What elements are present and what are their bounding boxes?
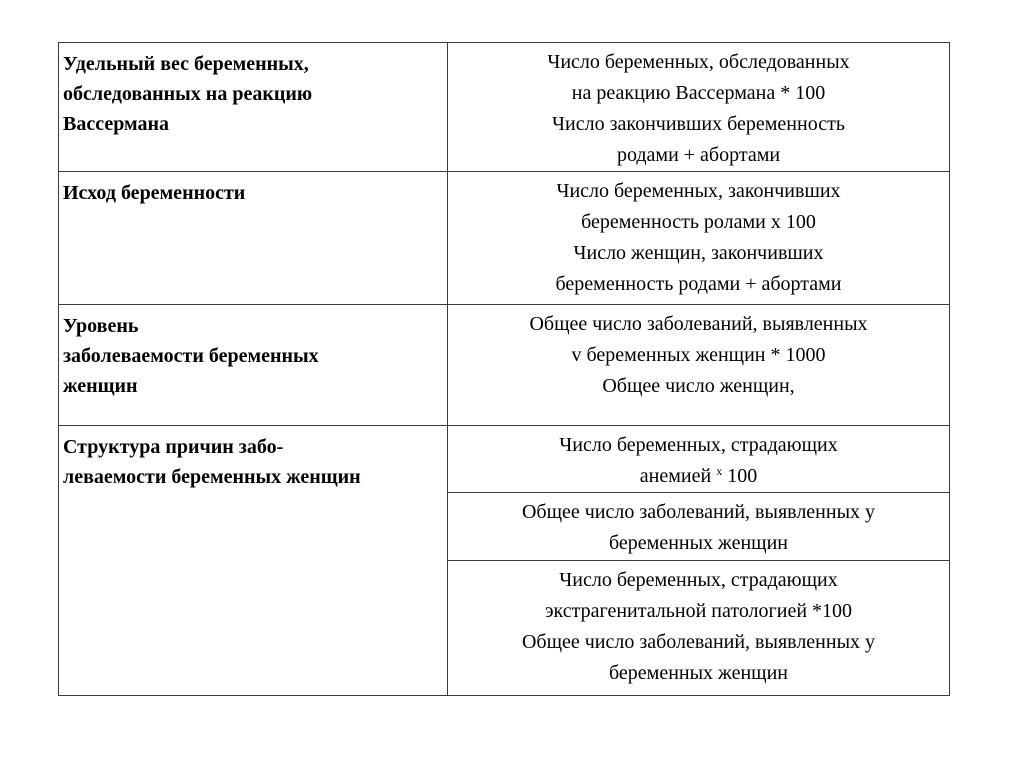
formula-line: Общее число заболеваний, выявленных у [521, 501, 876, 523]
indicator-formula [448, 172, 950, 305]
formula-line: Число беременных, страдающих [559, 434, 838, 456]
formula-line: v беременных женщин * 1000 [571, 344, 826, 366]
formula-line: беременность ролами х 100 [581, 211, 816, 233]
indicator-name: Уровень заболеваемости беременных женщин [59, 305, 448, 426]
formula-line: Число беременных, обследованных [547, 51, 850, 73]
formula-line: беременных женщин [609, 662, 788, 684]
formula-line: беременность родами + абортами [555, 273, 842, 295]
formula-line: Общее число заболеваний, выявленных у [521, 631, 876, 653]
formula-text: 100 [727, 465, 758, 487]
formula-line: Число беременных, страдающих [559, 569, 838, 591]
formula-line: экстрагенитальной патологией *100 [544, 600, 853, 622]
formula-line [454, 461, 943, 492]
formula-line: Число женщин, закончивших [573, 242, 824, 264]
table-row [59, 43, 950, 172]
indicators-table [58, 42, 950, 696]
formula-line: Число закончивших беременность [552, 113, 845, 135]
formula-line: Общее число заболеваний, выявленных [529, 313, 868, 335]
indicator-formula [448, 493, 950, 561]
indicator-formula [448, 561, 950, 696]
formula-line: на реакцию Вассермана * 100 [571, 82, 826, 104]
indicator-name: Исход беременности [59, 172, 448, 305]
table-row [59, 426, 950, 493]
indicator-name: Структура причин забо- леваемости беременных женщин [59, 426, 448, 696]
indicator-formula [448, 43, 950, 172]
formula-line: Общее число женщин, [602, 375, 795, 397]
formula-line: родами + абортами [616, 144, 781, 166]
formula-text: анемией [639, 465, 712, 487]
formula-line: беременных женщин [609, 532, 788, 554]
indicator-name: Удельный вес беременных, обследованных на реакцию Вассермана [59, 43, 448, 172]
table-row [59, 172, 950, 305]
table-row [59, 305, 950, 426]
indicator-formula [448, 305, 950, 426]
multiply-sign: х [716, 464, 723, 478]
indicator-formula [448, 426, 950, 493]
formula-line: Число беременных, закончивших [556, 180, 841, 202]
